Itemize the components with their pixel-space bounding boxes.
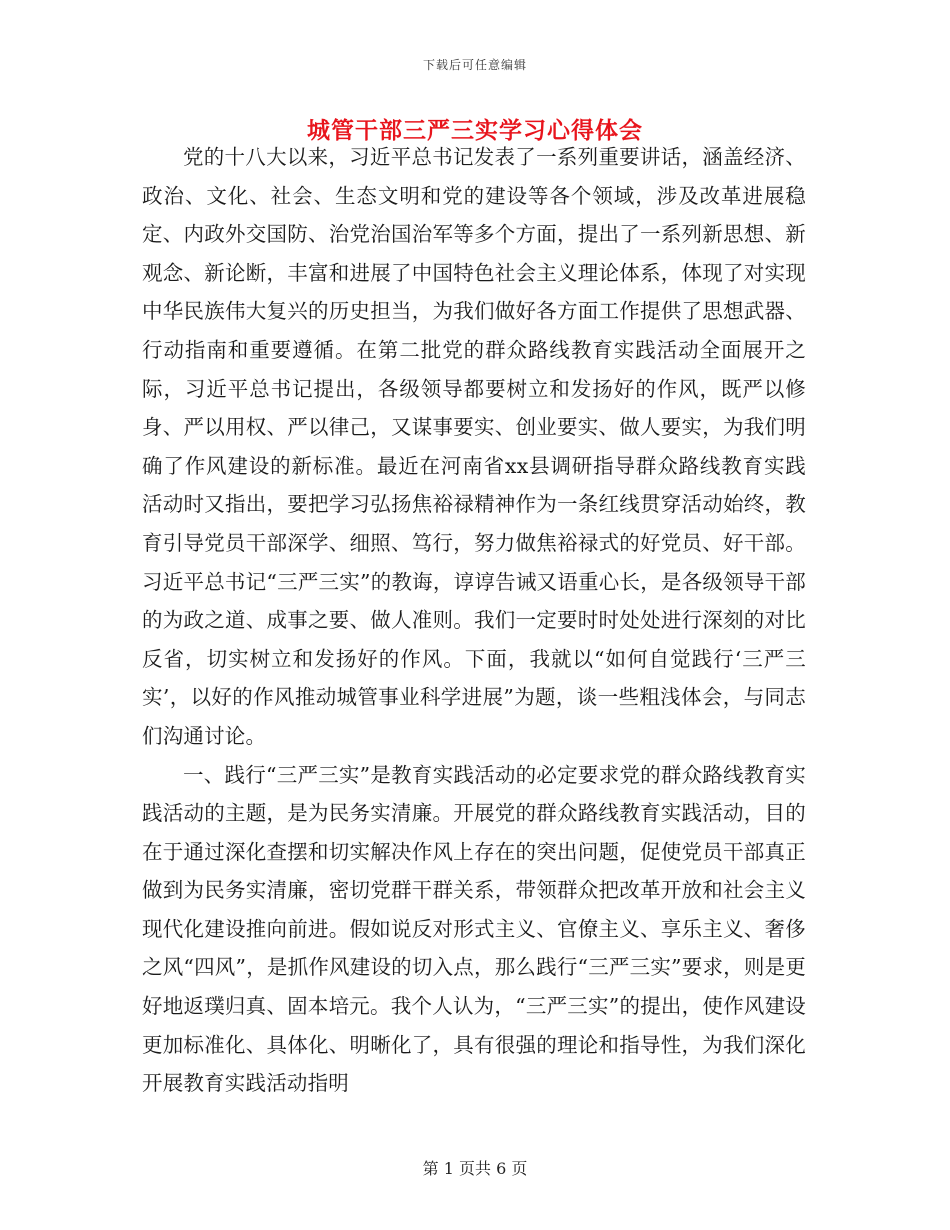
document-body bbox=[142, 138, 806, 1103]
document-title: 城管干部三严三实学习心得体会 bbox=[307, 117, 643, 144]
paragraph-section-one: 一、践行“三严三实”是教育实践活动的必定要求党的群众路线教育实践活动的主题，是为民务实清廉。开展党的群众路线教育实践活动，目的在于通过深化查摆和切实解决作风上存在的突出问题，促使党员干部真正做到为民务实清廉，密切党群干群关系，带领群众把改革开放和社会主义现代化建设推向前进。假如说反对形式主义、官僚主义、享乐主义、奢侈之风“四风”，是抓作风建设的切入点，那么践行“三严三实”要求，则是更好地返璞归真、固本培元。我个人认为，“三严三实”的提出，使作风建设更加标准化、具体化、明晰化了，具有很强的理论和指导性，为我们深化开展教育实践活动指明 bbox=[142, 762, 806, 1096]
paragraph-intro: 党的十八大以来，习近平总书记发表了一系列重要讲话，涵盖经济、政治、文化、社会、生态文明和党的建设等各个领域，涉及改革进展稳定、内政外交国防、治党治国治军等多个方面，提出了一系列新思想、新观念、新论断，丰富和进展了中国特色社会主义理论体系，体现了对实现中华民族伟大复兴的历史担当，为我们做好各方面工作提供了思想武器、行动指南和重要遵循。在第二批党的群众路线教育实践活动全面展开之际，习近平总书记提出，各级领导都要树立和发扬好的作风，既严以修身、严以用权、严以律己，又谋事要实、创业要实、做人要实，为我们明确了作风建设的新标准。最近在河南省xx县调研指导群众路线教育实践活动时又指出，要把学习弘扬焦裕禄精神作为一条红线贯穿活动始终，教育引导党员干部深学、细照、笃行，努力做焦裕禄式的好党员、好干部。习近平总书记“三严三实”的教诲，谆谆告诫又语重心长，是各级领导干部的为政之道、成事之要、做人准则。我们一定要时时处处进行深刻的对比反省，切实树立和发扬好的作风。下面，我就以“如何自觉践行‘三严三实’，以好的作风推动城管事业科学进展”为题，谈一些粗浅体会，与同志们沟通讨论。 bbox=[142, 145, 806, 748]
header-note: 下载后可任意编辑 bbox=[422, 58, 527, 72]
page-number: 第 1 页共 6 页 bbox=[422, 1159, 528, 1178]
